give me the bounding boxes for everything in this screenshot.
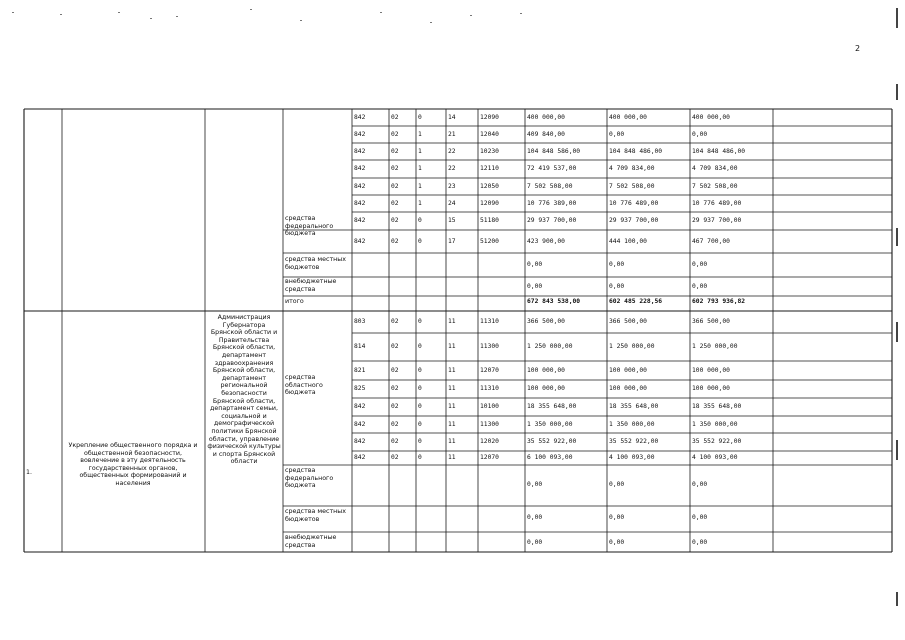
table-cell: 11300	[480, 343, 499, 350]
table-cell: 7 502 508,00	[692, 182, 738, 190]
table-cell: 12090	[480, 113, 499, 121]
table-cell: 0,00	[609, 539, 625, 546]
table-cell: 12110	[480, 165, 499, 172]
table-cell: 35 552 922,00	[692, 438, 742, 445]
table-cell: 4 709 834,00	[609, 165, 655, 172]
table-cell: 11	[448, 343, 456, 350]
scan-speck	[250, 9, 252, 10]
executor-cell: Администрация Губернатора Брянской области и Правительства Брянской области, департамент здравоохранения Брянской области, департамент региональной безопасности Брянской области, департамент семьи, социальной и демографической политики Брянской области, управление физической культуры и спорта Брянской области	[207, 314, 281, 466]
total-value: 602 485 228,56	[609, 298, 663, 305]
table-cell: 12070	[480, 454, 499, 461]
table-cell: 366 500,00	[527, 318, 565, 325]
table-cell: 11300	[480, 420, 499, 428]
table-cell: 0,00	[692, 514, 708, 521]
table-cell: 02	[391, 130, 399, 138]
table-cell: 35 552 922,00	[527, 438, 577, 445]
table-cell: 100 000,00	[609, 366, 647, 374]
table-cell: 0,00	[609, 130, 625, 138]
table-cell: 18 355 648,00	[527, 403, 577, 410]
table-cell: 0	[418, 343, 422, 350]
table-cell: 0,00	[527, 481, 543, 488]
scan-edge-mark	[896, 440, 898, 460]
table-cell: 0,00	[609, 261, 625, 268]
table-cell: 0	[418, 454, 422, 461]
scan-speck	[380, 12, 382, 13]
table-cell: 12090	[480, 199, 499, 207]
table-cell: 409 840,00	[527, 130, 565, 138]
table-cell: 21	[448, 130, 456, 138]
table-cell: 0	[418, 318, 422, 325]
table-cell: 12020	[480, 438, 499, 445]
table-cell: 0,00	[692, 283, 708, 290]
table-cell: 444 100,00	[609, 237, 647, 245]
table-cell: 11	[448, 318, 456, 325]
measure-title: Укрепление общественного порядка и общественной безопасности, вовлечение в эту деятельность государственных органов, общественных формирований и населения	[68, 442, 198, 487]
table-cell: 400 000,00	[527, 113, 565, 121]
table-cell: 11	[448, 385, 456, 392]
table-cell: 842	[354, 182, 366, 190]
table-cell: 72 419 537,00	[527, 165, 577, 172]
table-cell: 1 250 000,00	[609, 343, 655, 350]
total-value: 602 793 936,82	[692, 298, 746, 305]
total-value: 672 843 538,00	[527, 298, 581, 305]
table-cell: 1 250 000,00	[527, 343, 573, 350]
table-cell: 11310	[480, 318, 499, 325]
table-cell: 1	[418, 165, 422, 172]
table-cell: 35 552 922,00	[609, 438, 659, 445]
table-cell: 6 100 093,00	[527, 454, 573, 461]
table-cell: 11	[448, 366, 456, 374]
table-cell: 11	[448, 454, 456, 461]
table-cell: 0,00	[527, 261, 543, 268]
scan-speck	[520, 13, 522, 14]
table-cell: 366 500,00	[692, 318, 730, 325]
table-cell: 02	[391, 147, 399, 155]
table-cell: 1 350 000,00	[609, 420, 655, 428]
table-cell: 0	[418, 420, 422, 428]
table-cell: 4 100 093,00	[692, 454, 738, 461]
table-cell: 02	[391, 438, 399, 445]
table-cell: 02	[391, 237, 399, 245]
table-cell: 803	[354, 318, 366, 325]
table-cell: 423 900,00	[527, 237, 565, 245]
table-cell: 1	[418, 130, 422, 138]
table-cell: 51180	[480, 217, 499, 224]
table-cell: 821	[354, 366, 366, 374]
table-cell: 0,00	[527, 283, 543, 290]
table-cell: 4 100 093,00	[609, 454, 655, 461]
table-cell: 10 776 489,00	[692, 199, 742, 207]
table-cell: 100 000,00	[527, 366, 565, 374]
table-cell: 0	[418, 403, 422, 410]
funding-source-label: средства областного бюджета	[285, 374, 323, 397]
table-cell: 1	[418, 199, 422, 207]
table-cell: 104 848 486,00	[692, 147, 746, 155]
scan-speck	[12, 12, 14, 13]
table-cell: 1	[418, 182, 422, 190]
table-cell: 0,00	[527, 539, 543, 546]
table-cell: 12040	[480, 130, 499, 138]
funding-source-label: средства местных бюджетов	[285, 508, 346, 523]
table-cell: 10 776 489,00	[609, 199, 659, 207]
table-cell: 02	[391, 318, 399, 325]
table-cell: 29 937 700,00	[527, 217, 577, 224]
table-cell: 02	[391, 403, 399, 410]
table-cell: 0,00	[692, 481, 708, 488]
funding-source-label: средства местных бюджетов	[285, 256, 346, 271]
scan-speck	[118, 12, 120, 13]
table-cell: 17	[448, 237, 456, 245]
scan-speck	[430, 22, 432, 23]
table-cell: 842	[354, 438, 366, 445]
scan-speck	[150, 18, 152, 19]
table-cell: 02	[391, 113, 399, 121]
table-cell: 366 500,00	[609, 318, 647, 325]
funding-source-label: внебюджетные средства	[285, 534, 337, 549]
table-cell: 842	[354, 147, 366, 155]
table-cell: 02	[391, 385, 399, 392]
table-cell: 400 000,00	[609, 113, 647, 121]
table-cell: 11	[448, 403, 456, 410]
table-cell: 0,00	[527, 514, 543, 521]
table-cell: 842	[354, 217, 366, 224]
table-cell: 842	[354, 403, 366, 410]
scan-speck	[60, 14, 62, 15]
table-cell: 104 848 486,00	[609, 147, 663, 155]
row-number: 1.	[26, 469, 33, 476]
table-cell: 842	[354, 199, 366, 207]
table-cell: 1 350 000,00	[527, 420, 573, 428]
table-cell: 18 355 648,00	[609, 403, 659, 410]
page-number: 2	[855, 44, 861, 53]
table-cell: 842	[354, 165, 366, 172]
scan-speck	[176, 16, 178, 17]
table-cell: 23	[448, 182, 456, 190]
table-cell: 0	[418, 237, 422, 245]
table-cell: 22	[448, 147, 456, 155]
table-cell: 0	[418, 385, 422, 392]
table-cell: 100 000,00	[692, 385, 730, 392]
scan-edge-mark	[896, 322, 898, 342]
total-label: итого	[285, 298, 304, 305]
table-cell: 842	[354, 454, 366, 461]
table-cell: 1 250 000,00	[692, 343, 738, 350]
table-cell: 1	[418, 147, 422, 155]
table-cell: 825	[354, 385, 366, 392]
table-cell: 0	[418, 438, 422, 445]
table-cell: 0,00	[609, 481, 625, 488]
table-cell: 29 937 700,00	[609, 217, 659, 224]
table-cell: 0	[418, 217, 422, 224]
table-cell: 100 000,00	[609, 385, 647, 392]
funding-source-label: средства федерального бюджета	[285, 467, 334, 490]
scan-edge-mark	[896, 592, 898, 606]
table-cell: 29 937 700,00	[692, 217, 742, 224]
table-cell: 842	[354, 113, 366, 121]
scan-speck	[470, 15, 472, 16]
funding-source-label: средства федерального бюджета	[285, 215, 334, 238]
table-cell: 24	[448, 199, 456, 207]
table-cell: 0,00	[692, 261, 708, 268]
table-cell: 14	[448, 113, 456, 121]
table-cell: 842	[354, 237, 366, 245]
table-cell: 10230	[480, 147, 499, 155]
table-cell: 7 502 508,00	[527, 182, 573, 190]
scan-edge-mark	[896, 84, 898, 100]
table-cell: 12050	[480, 182, 499, 190]
table-cell: 18 355 648,00	[692, 403, 742, 410]
table-cell: 1 350 000,00	[692, 420, 738, 428]
scan-speck	[300, 20, 302, 21]
table-cell: 0,00	[692, 539, 708, 546]
table-cell: 0	[418, 113, 422, 121]
table-cell: 02	[391, 366, 399, 374]
table-cell: 100 000,00	[527, 385, 565, 392]
scan-edge-mark	[896, 228, 898, 246]
table-cell: 02	[391, 165, 399, 172]
table-cell: 4 709 834,00	[692, 165, 738, 172]
table-cell: 0,00	[609, 514, 625, 521]
table-cell: 02	[391, 217, 399, 224]
table-cell: 10100	[480, 403, 499, 410]
table-cell: 02	[391, 454, 399, 461]
table-cell: 7 502 508,00	[609, 182, 655, 190]
table-cell: 100 000,00	[692, 366, 730, 374]
table-cell: 0,00	[692, 130, 708, 138]
table-cell: 02	[391, 182, 399, 190]
funding-source-label: внебюджетные средства	[285, 278, 337, 293]
table-cell: 15	[448, 217, 456, 224]
table-cell: 814	[354, 343, 366, 350]
table-cell: 104 848 586,00	[527, 147, 581, 155]
table-cell: 02	[391, 420, 399, 428]
table-cell: 51200	[480, 237, 499, 245]
table-cell: 0,00	[609, 283, 625, 290]
table-cell: 467 700,00	[692, 237, 730, 245]
scan-edge-mark	[896, 8, 898, 28]
table-cell: 22	[448, 165, 456, 172]
table-cell: 12070	[480, 366, 499, 374]
table-cell: 842	[354, 130, 366, 138]
table-cell: 02	[391, 343, 399, 350]
table-cell: 842	[354, 420, 366, 428]
table-cell: 0	[418, 366, 422, 374]
table-cell: 400 000,00	[692, 113, 730, 121]
table-cell: 02	[391, 199, 399, 207]
table-cell: 11	[448, 420, 456, 428]
table-cell: 11310	[480, 385, 499, 392]
table-cell: 11	[448, 438, 456, 445]
table-cell: 10 776 389,00	[527, 199, 577, 207]
